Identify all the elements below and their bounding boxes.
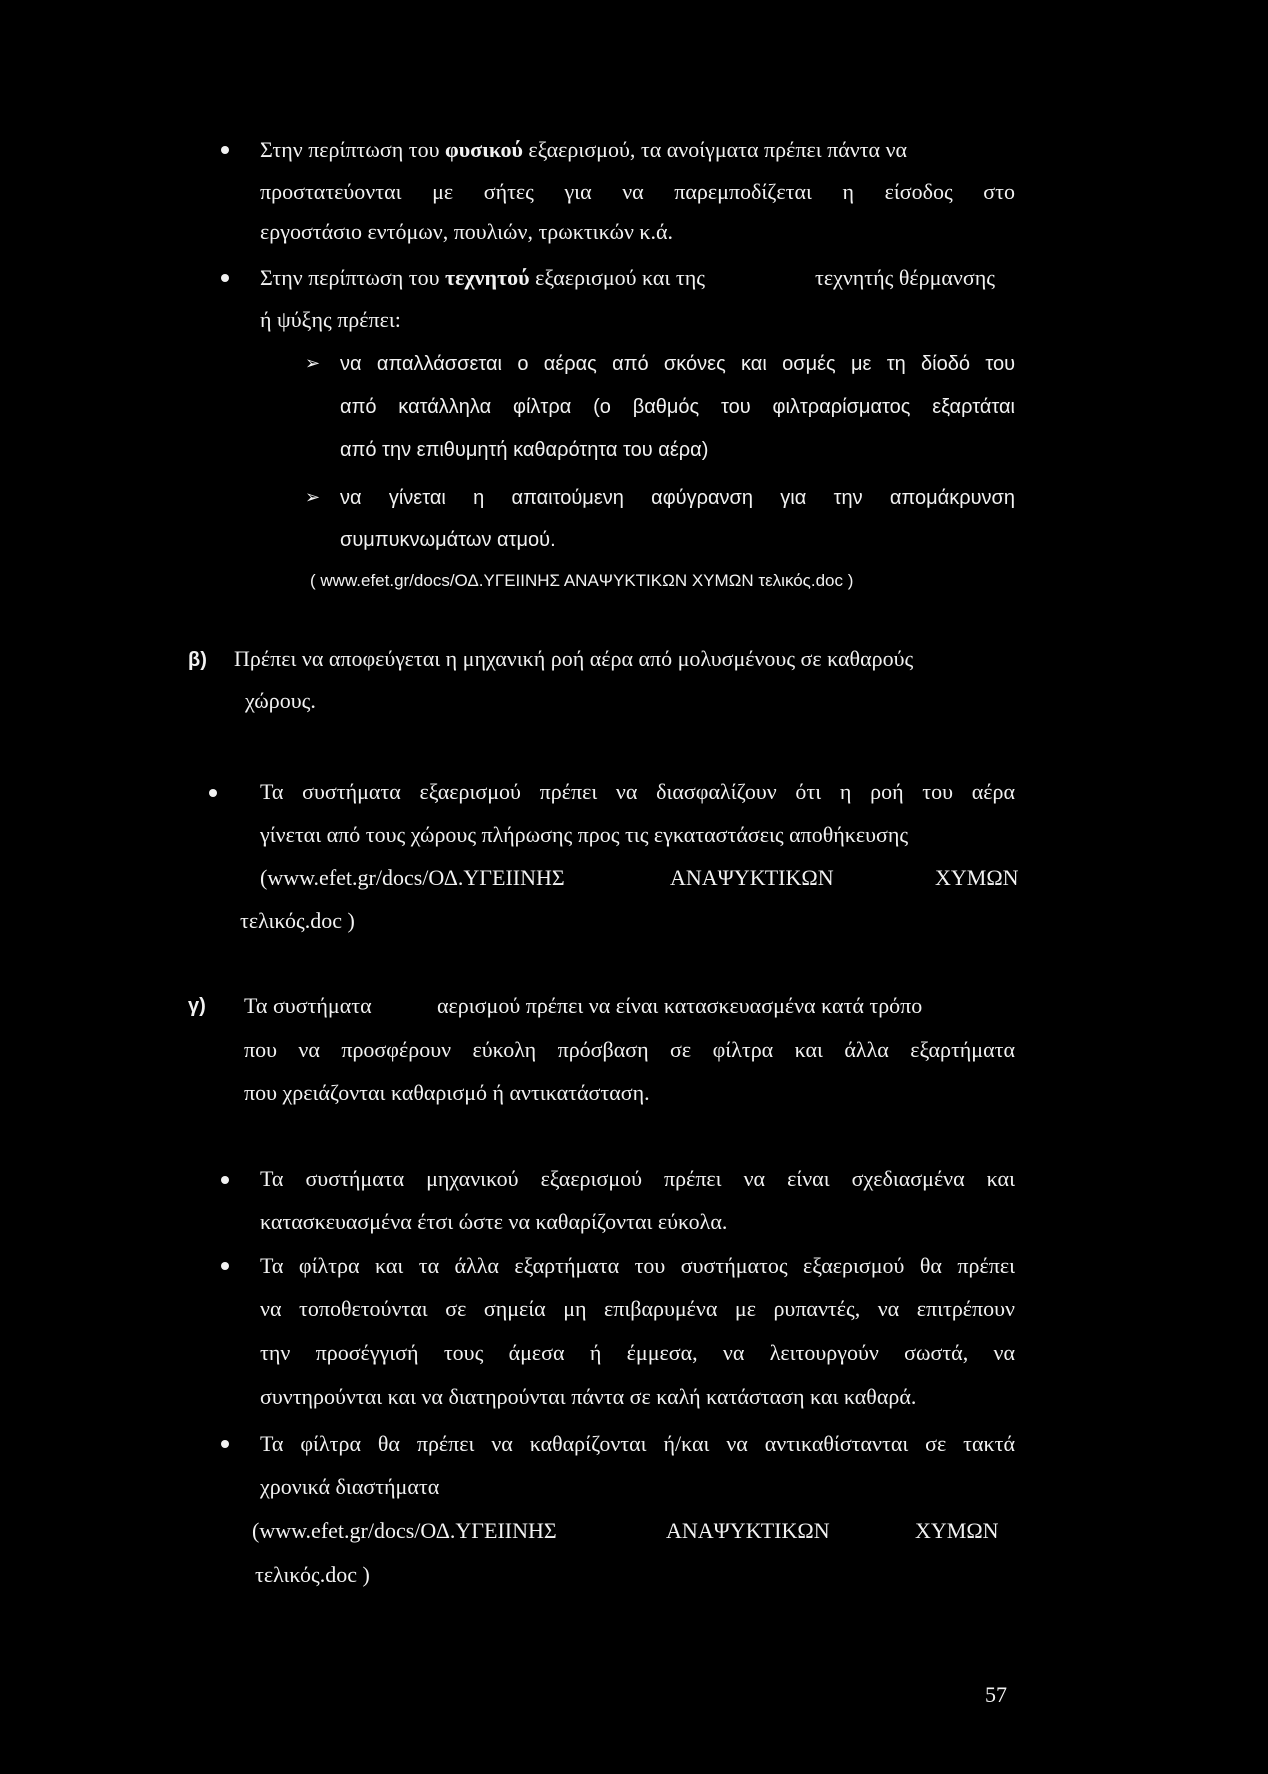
b6-line-2: χρονικά διαστήματα bbox=[260, 1474, 440, 1499]
b6-line-3c: ΧΥΜΩΝ bbox=[915, 1518, 999, 1543]
b5-line-2: να τοποθετούνται σε σημεία μη επιβαρυμένα με ρυπαντές, να επιτρέπουν bbox=[260, 1296, 1015, 1321]
gamma-line-2: που να προσφέρουν εύκολη πρόσβαση σε φίλτρα και άλλα εξαρτήματα bbox=[244, 1037, 1015, 1062]
b3-line-2: γίνεται από τους χώρους πλήρωσης προς τις εγκαταστάσεις αποθήκευσης bbox=[260, 822, 909, 847]
b4-line-2: κατασκευασμένα έτσι ώστε να καθαρίζονται εύκολα. bbox=[260, 1209, 728, 1234]
gamma-line-3: που χρειάζονται καθαρισμό ή αντικατάσταση. bbox=[244, 1080, 650, 1105]
b2-sub2-line-1: να γίνεται η απαιτούμενη αφύγρανση για την απομάκρυνση bbox=[340, 487, 1015, 509]
section-marker-gamma: γ) bbox=[188, 995, 206, 1017]
b4-line-1: Τα συστήματα μηχανικού εξαερισμού πρέπει να είναι σχεδιασμένα και bbox=[260, 1166, 1015, 1191]
b2-sub1-line-3: από την επιθυμητή καθαρότητα του αέρα) bbox=[340, 439, 709, 461]
beta-line-1: Πρέπει να αποφεύγεται η μηχανική ροή αέρα από μολυσμένους σε καθαρούς bbox=[234, 646, 914, 671]
section-marker-beta: β) bbox=[188, 649, 207, 671]
gamma-line-1a: Τα συστήματα bbox=[244, 993, 372, 1018]
b6-line-3b: ΑΝΑΨΥΚΤΙΚΩΝ bbox=[666, 1518, 830, 1543]
bullet-dot bbox=[221, 1440, 229, 1448]
b5-line-1: Τα φίλτρα και τα άλλα εξαρτήματα του συστήματος εξαερισμού θα πρέπει bbox=[260, 1253, 1015, 1278]
bullet-dot bbox=[221, 1262, 229, 1270]
b1-line-3: εργοστάσιο εντόμων, πουλιών, τρωκτικών κ.ά. bbox=[260, 219, 674, 244]
bullet-dot bbox=[221, 274, 229, 282]
b1-line-1 bbox=[260, 139, 1015, 161]
b3-line-3c: ΧΥΜΩΝ bbox=[935, 865, 1019, 890]
b1-text: Στην περίπτωση του φυσικού εξαερισμού, τα ανοίγματα πρέπει πάντα να bbox=[260, 137, 908, 162]
b6-line-1: Τα φίλτρα θα πρέπει να καθαρίζονται ή/και να αντικαθίστανται σε τακτά bbox=[260, 1431, 1015, 1456]
b2-line-1b: τεχνητής θέρμανσης bbox=[815, 265, 995, 290]
b5-line-3: την προσέγγισή τους άμεσα ή έμμεσα, να λειτουργούν σωστά, να bbox=[260, 1340, 1015, 1365]
b2-sub1-line-1: να απαλλάσσεται ο αέρας από σκόνες και οσμές με τη δίοδό του bbox=[340, 353, 1015, 375]
b3-line-3b: ΑΝΑΨΥΚΤΙΚΩΝ bbox=[670, 865, 834, 890]
arrowhead-icon: ➢ bbox=[305, 353, 321, 374]
page-number: 57 bbox=[985, 1682, 1007, 1707]
b3-line-1: Τα συστήματα εξαερισμού πρέπει να διασφαλίζουν ότι η ροή του αέρα bbox=[260, 779, 1015, 804]
b5-line-4: συντηρούνται και να διατηρούνται πάντα σε καλή κατάσταση και καθαρά. bbox=[260, 1384, 917, 1409]
bullet-dot bbox=[221, 1176, 229, 1184]
gamma-line-1b: αερισμού πρέπει να είναι κατασκευασμένα κατά τρόπο bbox=[437, 993, 923, 1018]
arrowhead-icon: ➢ bbox=[305, 487, 321, 508]
b2-line-2: ή ψύξης πρέπει: bbox=[260, 307, 401, 332]
beta-line-2: χώρους. bbox=[245, 688, 316, 713]
natural-emphasis: φυσικού bbox=[444, 137, 523, 162]
b3-line-4: τελικός.doc ) bbox=[240, 908, 355, 933]
b3-line-3a: (www.efet.gr/docs/ΟΔ.ΥΓΕΙΙΝΗΣ bbox=[260, 865, 565, 890]
b6-line-4: τελικός.doc ) bbox=[255, 1562, 370, 1587]
b6-line-3a: (www.efet.gr/docs/ΟΔ.ΥΓΕΙΙΝΗΣ bbox=[252, 1518, 557, 1543]
b1-line-2: προστατεύονται με σήτες για να παρεμποδίζεται η είσοδος στο bbox=[260, 179, 1015, 204]
bullet-dot bbox=[221, 146, 229, 154]
source-citation: ( www.efet.gr/docs/ΟΔ.ΥΓΕΙΙΝΗΣ ΑΝΑΨΥΚΤΙΚΩΝ ΧΥΜΩΝ τελικός.doc ) bbox=[310, 571, 854, 590]
b2-line-1a: Στην περίπτωση του τεχνητού εξαερισμού και της bbox=[260, 265, 705, 290]
b2-sub2-line-2: συμπυκνωμάτων ατμού. bbox=[340, 529, 556, 551]
bullet-dot bbox=[209, 789, 217, 797]
artificial-emphasis: τεχνητού bbox=[444, 265, 530, 290]
b2-sub1-line-2: από κατάλληλα φίλτρα (ο βαθμός του φιλτραρίσματος εξαρτάται bbox=[340, 396, 1015, 418]
